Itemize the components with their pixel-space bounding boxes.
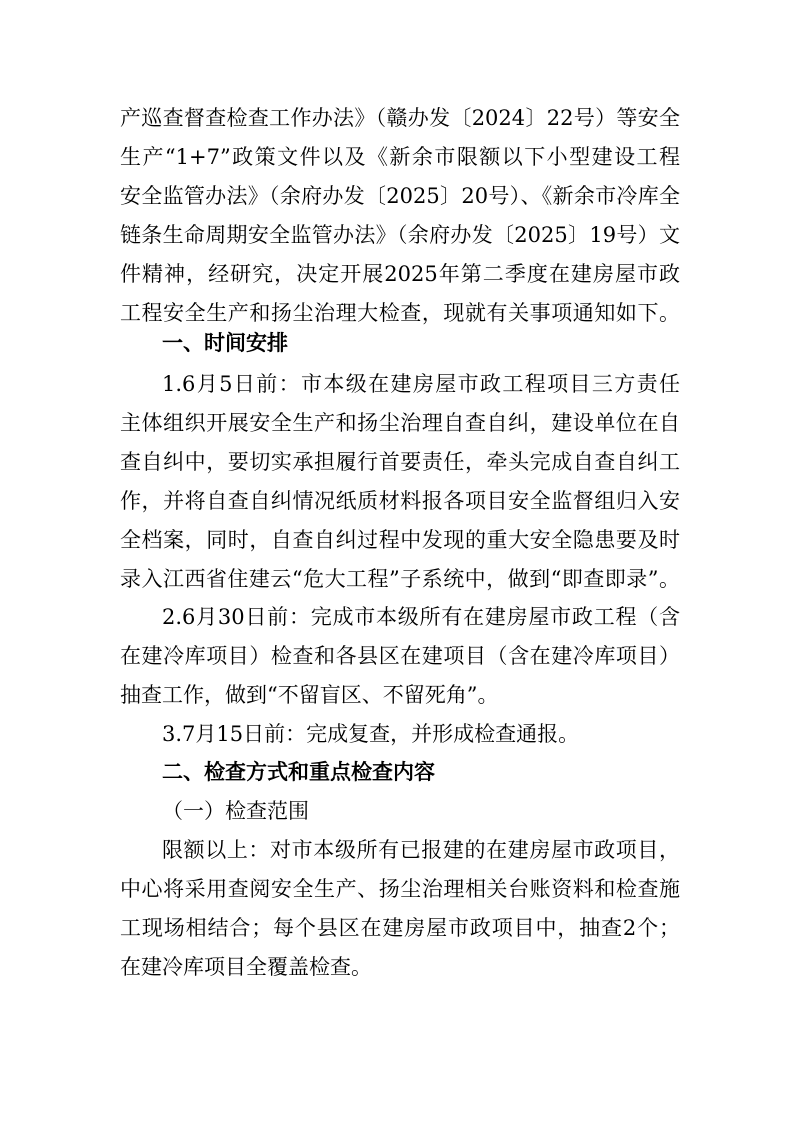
item-2-line-1: 2.6月30日前：完成市本级所有在建房屋市政工程（含 (162, 605, 680, 629)
item-1-line-5: 全档案，同时，自查自纠过程中发现的重大安全隐患要及时 (120, 528, 680, 552)
section-2-heading: 二、检查方式和重点检查内容 (162, 760, 435, 784)
item-1-line-4: 作，并将自查自纠情况纸质材料报各项目安全监督组归入安 (120, 489, 680, 513)
intro-line-6: 工程安全生产和扬尘治理大检查，现就有关事项通知如下。 (120, 301, 680, 325)
item-2-line-3: 抽查工作，做到“不留盲区、不留死角”。 (120, 683, 499, 707)
item-1-line-6: 录入江西省住建云“危大工程”子系统中，做到“即查即录”。 (120, 567, 680, 591)
intro-line-1: 产巡查督查检查工作办法》（赣办发〔2024〕22号）等安全 (120, 106, 680, 130)
item-1-line-1: 1.6月5日前：市本级在建房屋市政工程项目三方责任 (162, 372, 680, 396)
subsection-1-heading: （一）检查范围 (162, 799, 309, 823)
item-2-line-2: 在建冷库项目）检查和各县区在建项目（含在建冷库项目） (120, 644, 680, 668)
scope-line-1: 限额以上：对市本级所有已报建的在建房屋市政项目， (162, 838, 680, 862)
section-1-heading: 一、时间安排 (162, 331, 288, 355)
item-1-line-3: 查自纠中，要切实承担履行首要责任，牵头完成自查自纠工 (120, 450, 680, 474)
intro-line-4: 链条生命周期安全监管办法》（余府办发〔2025〕19号）文 (120, 223, 680, 247)
scope-line-2: 中心将采用查阅安全生产、扬尘治理相关台账资料和检查施 (120, 877, 680, 901)
item-1-line-2: 主体组织开展安全生产和扬尘治理自查自纠，建设单位在自 (120, 411, 680, 435)
intro-line-2: 生产“1+7”政策文件以及《新余市限额以下小型建设工程 (120, 145, 680, 169)
scope-line-4: 在建冷库项目全覆盖检查。 (120, 955, 372, 979)
intro-line-3: 安全监管办法》（余府办发〔2025〕20号）、《新余市冷库全 (120, 184, 680, 208)
item-3-line-1: 3.7月15日前：完成复查，并形成检查通报。 (162, 722, 580, 746)
scope-line-3: 工现场相结合；每个县区在建房屋市政项目中，抽查2个； (120, 916, 680, 940)
intro-line-5: 件精神，经研究，决定开展2025年第二季度在建房屋市政 (120, 262, 680, 286)
